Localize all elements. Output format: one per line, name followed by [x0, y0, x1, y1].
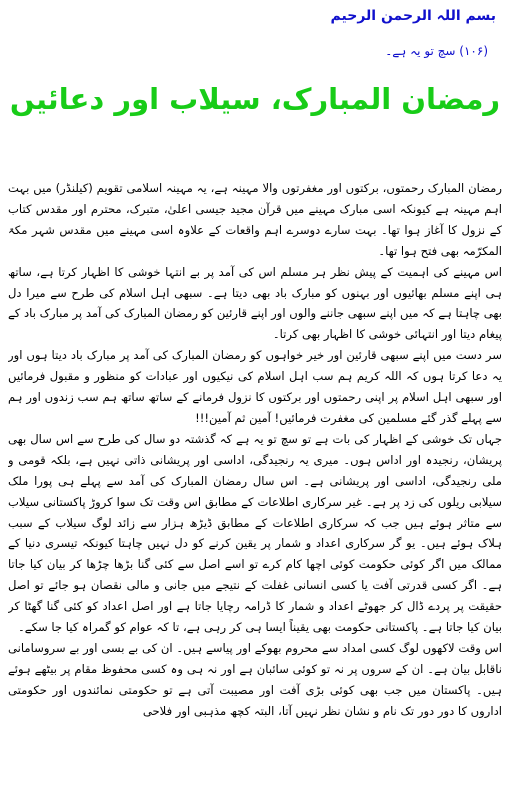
- article-title: رمضان المبارک، سیلاب اور دعائیں: [9, 82, 501, 116]
- article-body: [8, 178, 502, 790]
- series-number: (۱۰۶) سچ تو یہ ہے۔: [385, 44, 488, 58]
- paragraph: اس مہینے کی اہمیت کے پیش نظر ہر مسلم اس کی آمد پر بے انتہا خوشی کا اظہار کرتا ہے، ساتھ ہی اپنے مسلم بھائیوں اور بہنوں کو مبارک باد بھی دیتا ہے۔ سبھی اہل اسلام کی طرح سے میرا دل بھی چاہتا ہے کہ میں اپنے سبھی جاننے والوں اور اپنے قارئین کو رمضان المبارک کی آمد پر مبارک باد کے پیغام دیتا اور انتہائی خوشی کا اظہار بھی کرتا۔: [8, 264, 502, 342]
- paragraph: سر دست میں اپنے سبھی قارئین اور خیر خواہوں کو رمضان المبارک کی آمد پر مبارک باد دیتا ہوں اور یہ دعا کرتا ہوں کہ اللہ کریم ہم سب اہل اسلام کی نیکیوں اور عبادات کو منظور و مقبول فرمائیں اور سبھی اہل اسلام پر اپنی رحمتوں اور برکتوں کا نزول فرمانے کے ساتھ ساتھ ہم سب زندوں اور ہم سے پہلے گذر گئے مسلمین کی مغفرت فرمائیں! آمین ثم آمین!!!: [8, 348, 502, 425]
- paragraph: اس وقت لاکھوں لوگ کسی امداد سے محروم بھوکے اور پیاسے ہیں۔ ان کی بے بسی اور بے سروسامانی ناقابل بیان ہے۔ ان کے سروں پر نہ تو کوئی سائبان ہے اور نہ ہی وہ کسی محفوظ مقام پر بیٹھے ہوئے ہیں۔ پاکستان میں جب بھی کوئی بڑی آفت اور مصیبت آتی ہے تو حکومتی نمائندوں اور حکومتی اداروں کا دور دور تک نام و نشان نظر نہیں آتا، البتہ کچھ مذہبی اور فلاحی: [8, 640, 502, 718]
- bismillah-heading: بسم اللہ الرحمن الرحیم: [330, 8, 496, 24]
- paragraph: رمضان المبارک رحمتوں، برکتوں اور مغفرتوں والا مہینہ ہے، یہ مہینہ اسلامی تقویم (کیلنڈر) میں بہت اہم مہینہ ہے کیونکہ اسی مبارک مہینے میں قرآن مجید جیسی اعلیٰ، متبرک، محترم اور مقدس کتاب کے نزول کا آغاز ہوا تھا۔ بہت سارے دوسرے اہم واقعات کے علاوہ اسی مہینے میں مقدس شہر مکۃ المکرّمہ بھی فتح ہوا تھا۔: [8, 181, 502, 258]
- paragraph: جہاں تک خوشی کے اظہار کی بات ہے تو سچ تو یہ ہے کہ گذشتہ دو سال کی طرح سے اس سال بھی پریشان، رنجیدہ اور اداس ہوں۔ میری یہ رنجیدگی، اداسی اور پریشانی ذاتی نہیں ہے، بلکہ قومی و ملی رنجیدگی، اداسی اور پریشانی ہے۔ اس سال رمضان المبارک کی آمد سے پہلے ہی پورا ملک سیلابی ریلوں کی زد پر ہے۔ غیر سرکاری اطلاعات کے مطابق اس وقت تک سوا کروڑ پاکستانی سیلاب سے متاثر ہوئے ہیں جب کہ سرکاری اطلاعات کے مطابق ڈیڑھ ہزار سے زائد لوگ سیلاب کے سبب ہلاک ہوئے ہیں۔ یو گر سرکاری اعداد و شمار پر یقین کرنے کو دل نہیں چاہتا کیونکہ تیسری دنیا کے ممالک میں اگر کوئی حکومت کوئی اچھا کام کرے تو اسے اصل سے کئی گنا بڑھا چڑھا کر بیان کیا جاتا ہے۔ اگر کسی قدرتی آفت یا کسی انسانی غفلت کے نتیجے میں جانی و مالی نقصان ہو جائے تو اصل حقیقت پر پردے ڈال کر جھوٹے اعداد و شمار کا ڈرامہ رچایا جاتا ہے اور اصل اعداد کو کئی گنا گھٹا کر بیان کیا جاتا ہے۔ پاکستانی حکومت بھی یقیناً ایسا ہی کر رہی ہے، تا کہ عوام کو گمراہ کیا جا سکے۔: [8, 431, 502, 635]
